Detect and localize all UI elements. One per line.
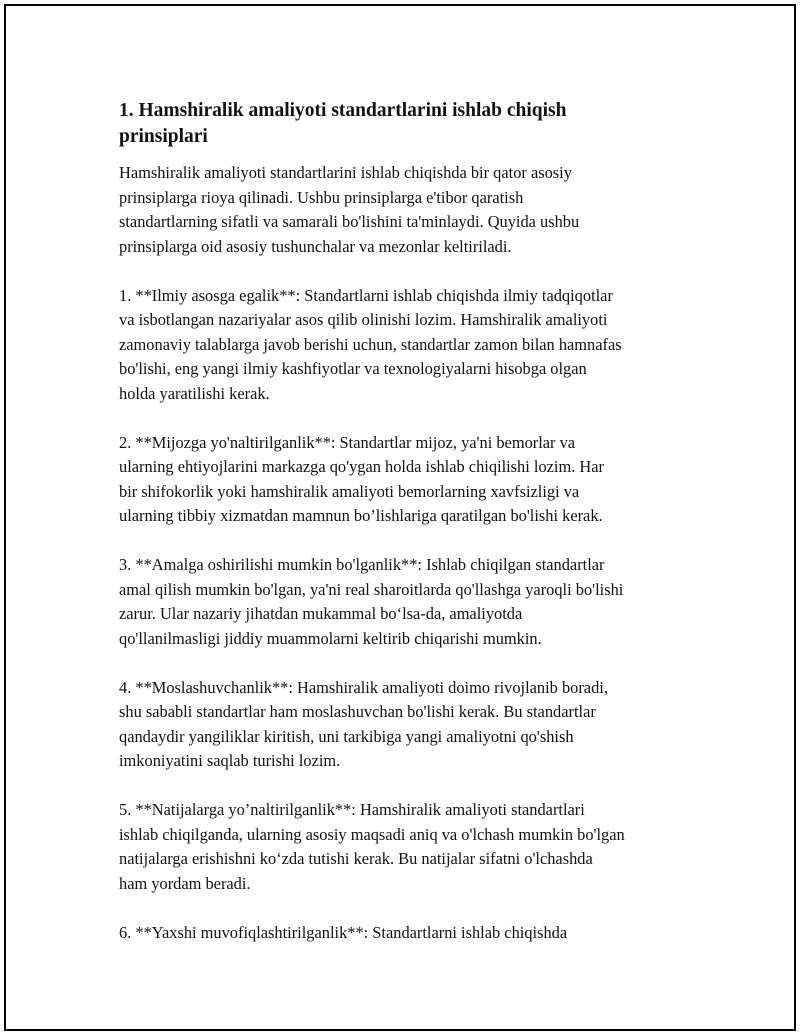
text-line: 5. **Natijalarga yo’naltirilganlik**: Hamshiralik amaliyoti standartlari (119, 800, 585, 819)
text-line: 1. **Ilmiy asosga egalik**: Standartlarni ishlab chiqishda ilmiy tadqiqotlar (119, 285, 613, 305)
intro-paragraph (119, 161, 699, 259)
text-line: 3. **Amalga oshirilishi mumkin bo'lganlik**: Ishlab chiqilgan standartlar (119, 555, 605, 574)
document-page (4, 4, 796, 1031)
text-line: ham yordam beradi. (119, 873, 251, 893)
text-line: prinsiplarga oid asosiy tushunchalar va mezonlar keltiriladi. (119, 236, 512, 256)
text-line: zarur. Ular nazariy jihatdan mukammal bo‘lsa-da, amaliyotda (119, 604, 523, 623)
text-line: holda yaratilishi kerak. (119, 383, 270, 403)
text-line: va isbotlangan nazariyalar asos qilib olinishi lozim. Hamshiralik amaliyoti (119, 310, 608, 329)
principle-paragraph-4 (119, 676, 699, 774)
text-line: ularning tibbiy xizmatdan mamnun bo’lishlariga qaratilgan bo'lishi kerak. (119, 506, 603, 525)
principle-paragraph-3 (119, 553, 699, 651)
heading-line: prinsiplari (119, 126, 208, 147)
text-line: zamonaviy talablarga javob berishi uchun, standartlar zamon bilan hamnafas (119, 334, 622, 354)
text-line: ularning ehtiyojlarini markazga qo'ygan holda ishlab chiqilishi lozim. Har (119, 457, 604, 476)
text-line: Hamshiralik amaliyoti standartlarini ishlab chiqishda bir qator asosiy (119, 163, 572, 182)
text-line: imkoniyatini saqlab turishi lozim. (119, 751, 341, 770)
heading-line: 1. Hamshiralik amaliyoti standartlarini ishlab chiqish (119, 100, 567, 121)
text-line: qandaydir yangiliklar kiritish, uni tarkibiga yangi amaliyotni qo'shish (119, 726, 574, 746)
text-line: natijalarga erishishni ko‘zda tutishi kerak. Bu natijalar sifatni o'lchashda (119, 849, 593, 868)
text-line: 4. **Moslashuvchanlik**: Hamshiralik amaliyoti doimo rivojlanib boradi, (119, 677, 608, 697)
text-line: standartlarning sifatli va samarali bo'lishini ta'minlaydi. Quyida ushbu (119, 212, 580, 231)
text-line: prinsiplarga rioya qilinadi. Ushbu prinsiplarga e'tibor qaratish (119, 187, 524, 207)
principle-paragraph-6 (119, 921, 699, 946)
section-heading (119, 98, 699, 150)
text-line: shu sababli standartlar ham moslashuvchan bo'lishi kerak. Bu standartlar (119, 702, 596, 721)
text-line: 6. **Yaxshi muvofiqlashtirilganlik**: Standartlarni ishlab chiqishda (119, 922, 568, 942)
text-line: bo'lishi, eng yangi ilmiy kashfiyotlar va texnologiyalarni hisobga olgan (119, 359, 587, 378)
document-content (119, 98, 699, 970)
text-line: amal qilish mumkin bo'lgan, ya'ni real sharoitlarda qo'llashga yaroqli bo'lishi (119, 579, 624, 599)
principle-paragraph-5 (119, 798, 699, 896)
principle-paragraph-2 (119, 431, 699, 529)
text-line: bir shifokorlik yoki hamshiralik amaliyoti bemorlarning xavfsizligi va (119, 481, 580, 501)
text-line: ishlab chiqilganda, ularning asosiy maqsadi aniq va o'lchash mumkin bo'lgan (119, 824, 625, 844)
principle-paragraph-1 (119, 284, 699, 407)
text-line: qo'llanilmasligi jiddiy muammolarni keltirib chiqarishi mumkin. (119, 628, 542, 648)
text-line: 2. **Mijozga yo'naltirilganlik**: Standartlar mijoz, ya'ni bemorlar va (119, 432, 576, 452)
